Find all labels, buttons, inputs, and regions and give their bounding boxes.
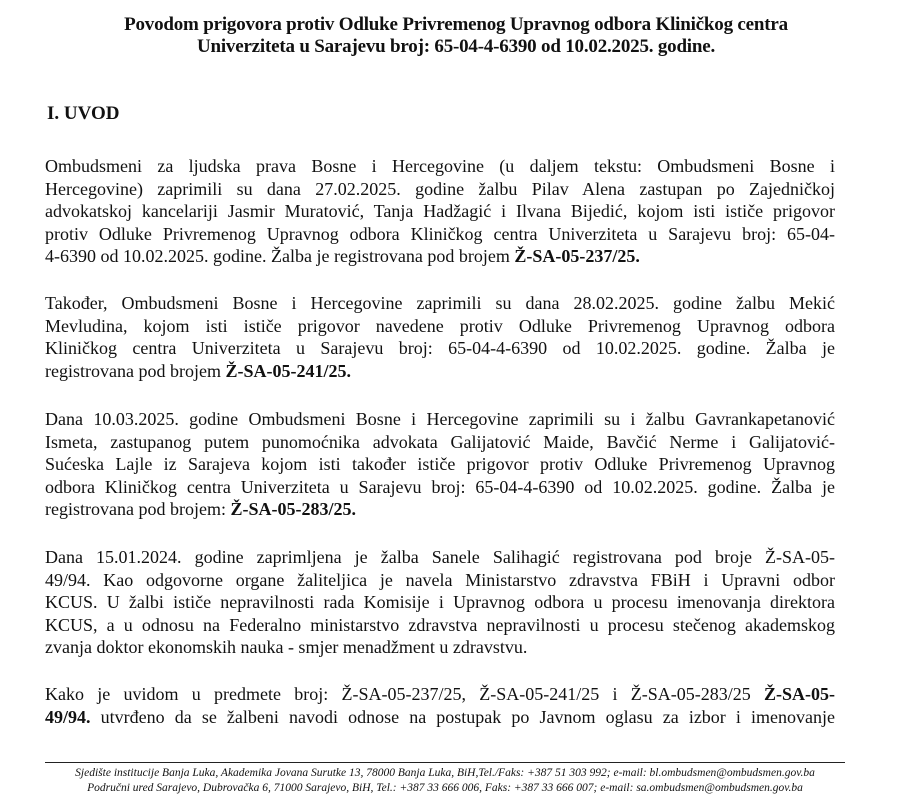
case-number: Ž-SA-05-283/25. (230, 499, 356, 520)
paragraph-text: Kako je uvidom u predmete broj: Ž-SA-05-237/25, Ž-SA-05-241/25 i Ž-SA-05-283/25 (45, 684, 764, 704)
document-title-line-1: Povodom prigovora protiv Odluke Privremenog Upravnog odbora Kliničkog centra (124, 14, 788, 35)
paragraph-line (45, 245, 835, 268)
paragraph-line (45, 706, 835, 729)
case-number: Ž-SA-05- (764, 684, 835, 704)
paragraph-line: zvanja doktor ekonomskih nauka - smjer menadžment u zdravstvu. (45, 637, 528, 658)
case-number: Ž-SA-05-241/25. (225, 360, 351, 381)
case-number: Ž-SA-05-237/25. (514, 246, 640, 267)
paragraph-line: protiv Odluke Privremenog Upravnog odbora Kliničkog centra Univerziteta u Sarajevu broj: 65-04- (45, 223, 835, 244)
paragraph-2 (45, 292, 835, 382)
case-number: 49/94. (45, 706, 91, 727)
paragraph-line: odbora Kliničkog centra Univerziteta u Sarajevu broj: 65-04-4-6390 od 10.02.2025. godine. Žalba je (45, 476, 835, 497)
paragraph-3 (45, 408, 835, 521)
paragraph-line: Ombudsmeni za ljudska prava Bosne i Hercegovine (u daljem tekstu: Ombudsmeni Bosne i (45, 156, 835, 176)
paragraph-line: Ismeta, zastupanog putem punomoćnika advokata Galijatović Maide, Bavčić Nerme i Galijatović- (45, 431, 835, 452)
paragraph-line: 49/94. Kao odgovorne organe žaliteljica je navela Ministarstvo zdravstva FBiH i Upravni odbor (45, 569, 835, 590)
section-heading: I. UVOD (47, 103, 120, 124)
paragraph-line (45, 360, 835, 383)
paragraph-line (45, 683, 835, 706)
paragraph-text: 4-6390 od 10.02.2025. godine. Žalba je registrovana pod brojem (45, 246, 515, 267)
footer-address-banja-luka: Sjedište institucije Banja Luka, Akademika Jovana Surutke 13, 78000 Banja Luka, BiH,Tel./Faks: +387 51 303 992; e-mail: bl.ombudsmen@ombudsmen.gov.ba (75, 767, 815, 779)
paragraph-line: Dana 10.03.2025. godine Ombudsmeni Bosne i Hercegovine zaprimili su i žalbu Gavrankapetanović (45, 409, 835, 429)
paragraph-text: registrovana pod brojem (45, 360, 226, 381)
document-title-line-2: Univerziteta u Sarajevu broj: 65-04-4-6390 od 10.02.2025. godine. (196, 36, 716, 57)
paragraph-4 (45, 546, 835, 659)
paragraph-line: Kliničkog centra Univerziteta u Sarajevu broj: 65-04-4-6390 od 10.02.2025. godine. Žalba je (45, 338, 835, 359)
footer-divider (45, 762, 845, 763)
paragraph-line: KCUS. U žalbi ističe nepravilnosti rada Komisije i Upravnog odbora u procesu imenovanja direktora (45, 592, 835, 613)
paragraph-text: utvrđeno da se žalbeni navodi odnose na postupak po Javnom oglasu za izbor i imenovanje (90, 706, 835, 727)
paragraph-line: Također, Ombudsmeni Bosne i Hercegovine zaprimili su dana 28.02.2025. godine žalbu Mekić (45, 293, 835, 313)
paragraph-line: Mevludina, kojom isti ističe prigovor navedene protiv Odluke Privremenog Upravnog odbora (45, 315, 835, 336)
paragraph-line: Dana 15.01.2024. godine zaprimljena je žalba Sanele Salihagić registrovana pod broje Ž-SA-05- (45, 547, 835, 567)
footer-address-sarajevo: Područni ured Sarajevo, Dubrovačka 6, 71000 Sarajevo, BiH, Tel.: +387 33 666 006, Faks: +387 33 666 007; e-mail: sa.ombudsmen@ombudsmen.gov.ba (87, 782, 803, 794)
paragraph-line: advokatskoj kancelariji Jasmir Muratović, Tanja Hadžagić i Ilvana Bijedić, kojom isti ističe prigovor (45, 201, 835, 222)
paragraph-1 (45, 155, 835, 268)
paragraph-5 (45, 683, 835, 728)
paragraph-line (45, 498, 835, 521)
paragraph-line: KCUS, a u odnosu na Federalno ministarstvo zdravstva nepravilnosti u procesu stečenog akademskog (45, 614, 835, 635)
paragraph-line: Sućeska Lajle iz Sarajeva kojom isti također ističe prigovor protiv Odluke Privremenog Upravnog (45, 454, 835, 475)
paragraph-text: registrovana pod brojem: (45, 499, 231, 520)
paragraph-line: Hercegovine) zaprimili su dana 27.02.2025. godine žalbu Pilav Alena zastupan po Zajedničkoj (45, 178, 835, 199)
